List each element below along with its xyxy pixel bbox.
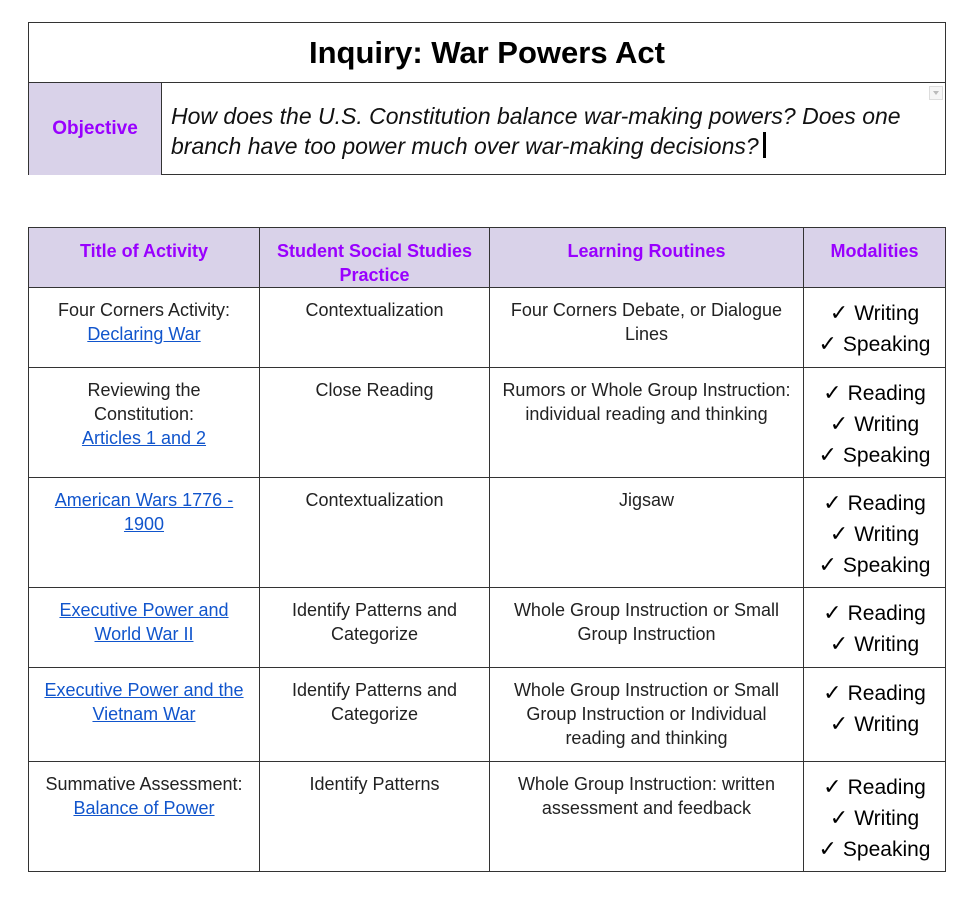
- checkmark-icon: ✓: [829, 521, 849, 546]
- modality-item: [810, 409, 939, 440]
- routine-cell: Whole Group Instruction or Small Group Instruction or Individual reading and thinking: [490, 668, 804, 762]
- activity-title-cell: [29, 762, 260, 872]
- modality-label: Reading: [847, 682, 926, 705]
- modality-item: [810, 772, 939, 803]
- modalities-cell: [804, 288, 946, 368]
- checkmark-icon: ✓: [823, 600, 842, 625]
- modality-label: Reading: [847, 492, 926, 515]
- modality-label: Reading: [847, 602, 926, 625]
- routine-cell: Rumors or Whole Group Instruction: individual reading and thinking: [490, 368, 804, 478]
- objective-label: Objective: [29, 83, 162, 175]
- activity-link[interactable]: Articles 1 and 2: [81, 428, 207, 448]
- activity-link[interactable]: Executive Power and the Vietnam War: [44, 680, 244, 724]
- practice-cell: Identify Patterns and Categorize: [260, 668, 490, 762]
- activity-title-text: Four Corners Activity:: [57, 300, 231, 320]
- modality-item: [810, 378, 939, 409]
- checkmark-icon: ✓: [823, 380, 842, 405]
- modality-label: Writing: [854, 713, 920, 736]
- activity-title-cell: [29, 478, 260, 588]
- table-row: [29, 478, 946, 588]
- text-cursor: [763, 132, 766, 158]
- modality-label: Speaking: [842, 554, 931, 577]
- modality-label: Writing: [854, 523, 920, 546]
- activities-table: [28, 227, 946, 872]
- modality-label: Reading: [847, 382, 926, 405]
- modalities-cell: [804, 478, 946, 588]
- checkmark-icon: ✓: [818, 331, 837, 356]
- checkmark-icon: ✓: [818, 552, 837, 577]
- modalities-cell: [804, 762, 946, 872]
- practice-cell: Identify Patterns and Categorize: [260, 588, 490, 668]
- column-header-practice: Student Social Studies Practice: [260, 228, 490, 288]
- objective-cell[interactable]: [162, 83, 945, 175]
- activity-title-cell: [29, 588, 260, 668]
- checkmark-icon: ✓: [829, 631, 849, 656]
- activity-title-cell: [29, 668, 260, 762]
- modality-item: [810, 550, 939, 581]
- modality-item: [810, 519, 939, 550]
- activity-link[interactable]: Declaring War: [87, 324, 201, 344]
- modality-item: [810, 629, 939, 660]
- page-title: Inquiry: War Powers Act: [29, 23, 945, 83]
- checkmark-icon: ✓: [829, 711, 849, 736]
- checkmark-icon: ✓: [829, 300, 849, 325]
- routine-cell: Whole Group Instruction: written assessment and feedback: [490, 762, 804, 872]
- routine-cell: Whole Group Instruction or Small Group Instruction: [490, 588, 804, 668]
- modality-item: [810, 488, 939, 519]
- checkmark-icon: ✓: [829, 411, 849, 436]
- column-header-routines: Learning Routines: [490, 228, 804, 288]
- column-header-title: Title of Activity: [29, 228, 260, 288]
- activity-title-cell: [29, 368, 260, 478]
- modalities-cell: [804, 368, 946, 478]
- modality-item: [810, 298, 939, 329]
- modality-label: Writing: [854, 807, 920, 830]
- column-header-modalities: Modalities: [804, 228, 946, 288]
- modality-item: [810, 598, 939, 629]
- practice-cell: Contextualization: [260, 288, 490, 368]
- practice-cell: Identify Patterns: [260, 762, 490, 872]
- modality-label: Writing: [854, 302, 920, 325]
- objective-text[interactable]: How does the U.S. Constitution balance war-making powers? Does one branch have too power much over war-making decisions?: [171, 103, 901, 159]
- table-row: [29, 368, 946, 478]
- modality-label: Writing: [854, 413, 920, 436]
- table-header-row: [29, 228, 946, 288]
- activity-title-cell: [29, 288, 260, 368]
- inquiry-header-table: [28, 22, 946, 175]
- activity-link[interactable]: American Wars 1776 - 1900: [54, 490, 234, 534]
- checkmark-icon: ✓: [823, 680, 842, 705]
- table-row: [29, 762, 946, 872]
- practice-cell: Close Reading: [260, 368, 490, 478]
- routine-cell: Jigsaw: [490, 478, 804, 588]
- activity-link[interactable]: Executive Power and World War II: [59, 600, 229, 644]
- modality-label: Writing: [854, 633, 920, 656]
- modality-label: Speaking: [842, 333, 931, 356]
- modalities-cell: [804, 588, 946, 668]
- table-row: [29, 288, 946, 368]
- checkmark-icon: ✓: [823, 490, 842, 515]
- activity-link[interactable]: Balance of Power: [73, 798, 215, 818]
- table-row: [29, 668, 946, 762]
- checkmark-icon: ✓: [829, 805, 849, 830]
- activity-title-text: Reviewing the Constitution:: [87, 380, 201, 424]
- practice-cell: Contextualization: [260, 478, 490, 588]
- table-row: [29, 588, 946, 668]
- checkmark-icon: ✓: [818, 442, 837, 467]
- checkmark-icon: ✓: [823, 774, 842, 799]
- modality-label: Speaking: [842, 444, 931, 467]
- modality-item: [810, 440, 939, 471]
- activity-title-text: Summative Assessment:: [45, 774, 243, 794]
- modality-label: Reading: [847, 776, 926, 799]
- cell-dropdown-icon[interactable]: [929, 86, 943, 100]
- modality-label: Speaking: [842, 838, 931, 861]
- modality-item: [810, 329, 939, 360]
- routine-cell: Four Corners Debate, or Dialogue Lines: [490, 288, 804, 368]
- modality-item: [810, 834, 939, 865]
- modality-item: [810, 678, 939, 709]
- checkmark-icon: ✓: [818, 836, 837, 861]
- modalities-cell: [804, 668, 946, 762]
- objective-row: [29, 83, 945, 175]
- modality-item: [810, 709, 939, 740]
- modality-item: [810, 803, 939, 834]
